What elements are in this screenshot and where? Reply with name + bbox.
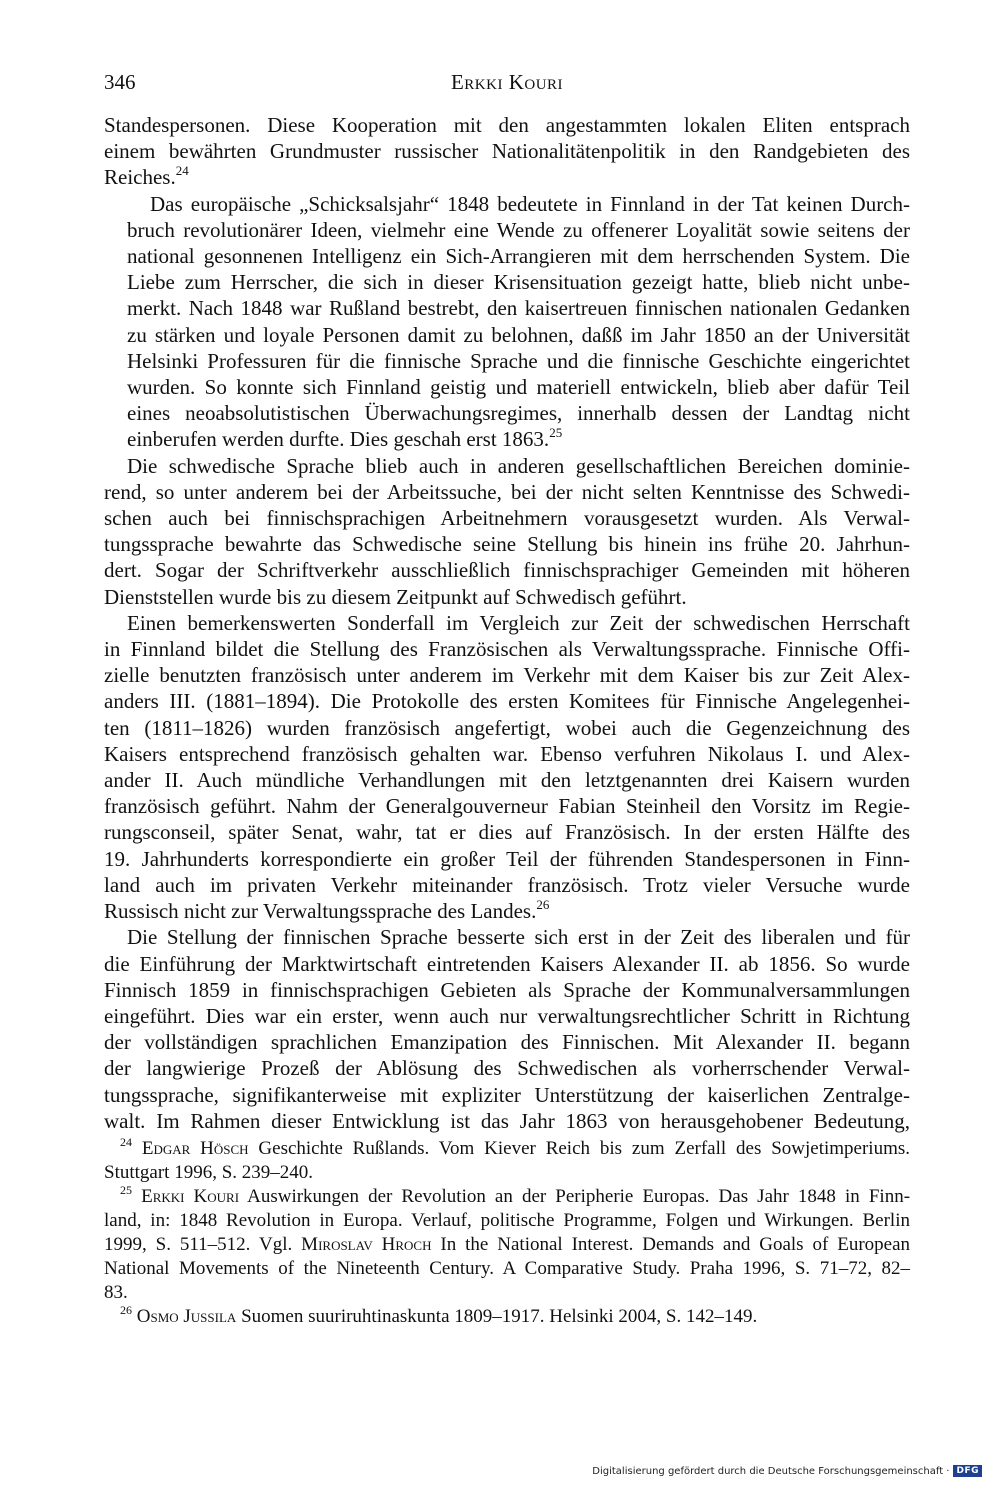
text-line: der vollständigen sprachlichen Emanzipation des Finnischen. Mit Alexander II. begann: [104, 1030, 910, 1055]
text-line: land auch im privaten Verkehr miteinander französisch. Trotz vieler Versuche wurde: [104, 872, 910, 897]
page-header: [104, 66, 910, 98]
text-line: der langwierige Prozeß der Ablösung des Schwedischen als vorherrschender Verwal-: [104, 1056, 910, 1081]
text-line: Standespersonen. Diese Kooperation mit den angestammten lokalen Eliten entsprach: [104, 113, 910, 137]
footnote-text: Suomen suuriruhtinaskunta 1809–1917. Helsinki 2004, S. 142–149.: [241, 1306, 758, 1327]
text-line: Das europäische „Schicksalsjahr“ 1848 bedeutete in Finnland in der Tat keinen Durch-: [150, 191, 910, 216]
text-line: die Einführung der Marktwirtschaft eintretenden Kaisers Alexander II. ab 1856. So wurde: [104, 951, 910, 976]
text-fragment: einberufen werden durfte. Dies geschah erst 1863.: [127, 427, 550, 452]
footnote-line: National Movements of the Nineteenth Century. A Comparative Study. Praha 1996, S. 71–72, 82–: [104, 1258, 910, 1279]
dfg-logo-icon: DFG: [953, 1465, 982, 1477]
text-line: ander II. Auch mündliche Verhandlungen mit den letztgenannten drei Kaisern wurden: [104, 768, 910, 793]
text-line: schen auch bei finnischsprachigen Arbeitnehmern vorausgesetzt wurden. Als Verwal-: [104, 506, 910, 531]
text-line: walt. Im Rahmen dieser Entwicklung ist das Jahr 1863 von herausgehobener Bedeutung,: [104, 1108, 910, 1133]
text-line: zielle benutzten französisch unter anderem im Verkehr mit dem Kaiser bis zur Zeit Alex-: [104, 663, 910, 688]
text-line: wurden. So konnte sich Finnland geistig und materiell entwickeln, blieb aber dafür Teil: [127, 375, 910, 400]
text-line: Helsinki Professuren für die finnische Sprache und die finnische Geschichte eingerichtet: [127, 348, 910, 373]
text-line: national gesonnenen Intelligenz ein Sich-Arrangieren mit dem herrschenden System. Die: [127, 244, 910, 269]
footnote-number: 25: [120, 1183, 132, 1197]
running-head: Erkki Kouri: [450, 70, 564, 94]
footnote-author: Erkki Kouri: [141, 1186, 240, 1207]
text-line: Dienststellen wurde bis zu diesem Zeitpunkt auf Schwedisch geführt.: [104, 584, 687, 609]
text-line: rend, so unter anderem bei der Arbeitssuche, bei der nicht selten Kenntnisse des Schwedi-: [104, 479, 910, 504]
text-line: einem bewährten Grundmuster russischer Nationalitätenpolitik in den Randgebieten des: [104, 139, 910, 164]
digitization-notice: [592, 1463, 982, 1479]
text-line: bruch revolutionärer Ideen, vielmehr eine Wende zu offenerer Loyalität sowie seitens der: [127, 217, 910, 242]
text-line: anders III. (1881–1894). Die Protokolle des ersten Komitees für Finnische Angelegenhei-: [104, 689, 910, 714]
footnote-author: Edgar Hösch: [141, 1138, 249, 1159]
text-line: eingeführt. Dies war ein erster, wenn auch nur verwaltungsrechtlicher Schritt in Richtung: [104, 1003, 910, 1028]
footnote-line: [104, 1305, 910, 1329]
footnotes: [104, 1137, 910, 1329]
text-line: ten (1811–1826) wurden französisch angefertigt, wobei auch die Gegenzeichnung des: [104, 715, 910, 740]
footnote-ref: 24: [175, 163, 189, 179]
footnote-number: 26: [120, 1303, 132, 1317]
text-line: eines neoabsolutistischen Überwachungsregimes, innerhalb dessen der Landtag nicht: [127, 401, 910, 426]
text-line: merkt. Nach 1848 war Rußland bestrebt, den kaisertreuen finnischen nationalen Gedanken: [127, 296, 910, 321]
text-line: [104, 898, 910, 924]
text-fragment: Russisch nicht zur Verwaltungssprache des Landes.: [104, 899, 537, 924]
body-text: [104, 112, 910, 1134]
text-line: Die schwedische Sprache blieb auch in anderen gesellschaftlichen Bereichen dominie-: [127, 453, 910, 478]
text-fragment: Reiches.: [104, 165, 176, 190]
footnote-line: land, in: 1848 Revolution in Europa. Verlauf, politische Programme, Folgen und Wirkungen. Berlin: [104, 1210, 910, 1231]
text-line: tungssprache, signifikanterweise mit expliziter Unterstützung der kaiserlichen Zentralge-: [104, 1082, 910, 1107]
footnote-text: Auswirkungen der Revolution an der Peripherie Europas. Das Jahr 1848 in Finn-: [247, 1186, 911, 1207]
footnote-author: Osmo Jussila: [136, 1306, 237, 1327]
page-number: 346: [104, 70, 136, 94]
text-line: [104, 164, 910, 190]
paragraph: [104, 453, 910, 610]
text-line: zu stärken und loyale Personen damit zu belohnen, daßß im Jahr 1850 an der Universität: [127, 322, 910, 347]
footnote-24: [104, 1137, 910, 1185]
text-line: [104, 426, 910, 452]
paragraph: [104, 112, 910, 191]
footnote-line: 83.: [104, 1282, 128, 1303]
text-line: rungsconseil, später Senat, wahr, tat er dies auf Französisch. In der ersten Hälfte des: [104, 820, 910, 845]
paragraph: [104, 924, 910, 1134]
footnote-line: [104, 1137, 910, 1161]
footnote-author: Miroslav Hroch: [301, 1234, 432, 1255]
text-line: 19. Jahrhunderts korrespondierte ein großer Teil der führenden Standespersonen in Finn-: [104, 846, 910, 871]
footnote-26: [104, 1305, 910, 1329]
footnote-ref: 25: [549, 425, 563, 441]
text-line: Die Stellung der finnischen Sprache besserte sich erst in der Zeit des liberalen und für: [127, 925, 910, 950]
footnote-25: [104, 1185, 910, 1305]
footnote-line: [104, 1185, 910, 1209]
text-line: Einen bemerkenswerten Sonderfall im Vergleich zur Zeit der schwedischen Herrschaft: [127, 610, 910, 635]
text-line: Kaisers entsprechend französisch gehalten war. Ebenso verfuhren Nikolaus I. und Alex-: [104, 741, 910, 766]
text-line: in Finnland bildet die Stellung des Französischen als Verwaltungssprache. Finnische Offi-: [104, 637, 910, 662]
footnote-line: Stuttgart 1996, S. 239–240.: [104, 1162, 314, 1183]
text-line: tungssprache bewahrte das Schwedische seine Stellung bis hinein ins frühe 20. Jahrhun-: [104, 532, 910, 557]
text-line: Finnisch 1859 in finnischsprachigen Gebieten als Sprache der Kommunalversammlungen: [104, 977, 910, 1002]
footnote-text: Geschichte Rußlands. Vom Kiever Reich bis zum Zerfall des Sowjetimperiums.: [258, 1138, 910, 1159]
text-line: Liebe zum Herrscher, die sich in dieser Krisensituation gezeigt hatte, blieb nicht unbe-: [127, 270, 910, 295]
footnote-text: In the National Interest. Demands and Goals of European: [440, 1234, 911, 1255]
text-line: dert. Sogar der Schriftverkehr ausschließlich finnischsprachiger Gemeinden mit höheren: [104, 558, 910, 583]
footnote-text: 1999, S. 511–512. Vgl.: [104, 1234, 293, 1255]
footnote-ref: 26: [536, 897, 550, 913]
footnote-line: [104, 1233, 910, 1257]
text-line: französisch geführt. Nahm der Generalgouverneur Fabian Steinheil den Vorsitz im Regie-: [104, 794, 910, 819]
footnote-number: 24: [120, 1135, 132, 1149]
paragraph: [104, 191, 910, 453]
paragraph: [104, 610, 910, 924]
digitization-text: Digitalisierung gefördert durch die Deutsche Forschungsgemeinschaft ·: [592, 1465, 950, 1477]
